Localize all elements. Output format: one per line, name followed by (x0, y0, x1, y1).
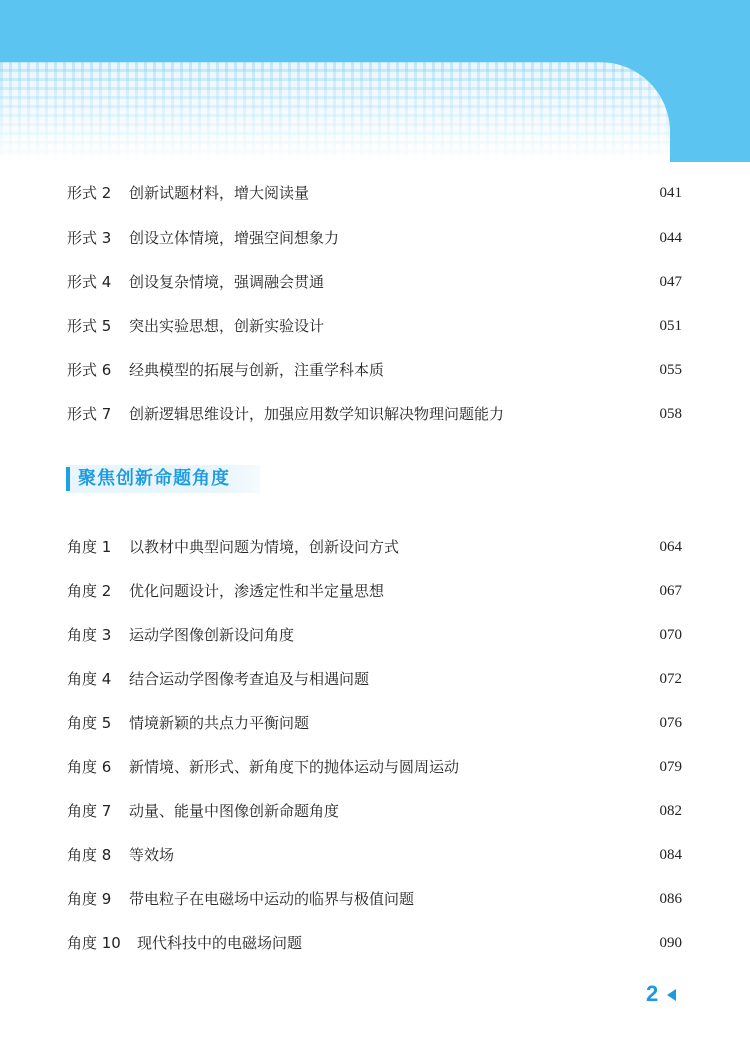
toc-label: 角度 10 (67, 934, 121, 952)
page-number: 2 (646, 981, 659, 1006)
toc-title: 情境新颖的共点力平衡问题 (129, 714, 310, 732)
toc-page-number: 067 (659, 583, 682, 599)
toc-row-angle-4[interactable] (0, 667, 750, 691)
toc-page-number: 051 (659, 318, 682, 334)
toc-page-number: 086 (659, 891, 682, 907)
toc-title: 创设立体情境，增强空间想象力 (129, 229, 340, 247)
toc-title: 突出实验思想，创新实验设计 (129, 317, 325, 335)
toc-row-angle-5[interactable] (0, 711, 750, 735)
toc-label: 形式 3 (67, 229, 112, 247)
toc-page-number: 070 (659, 627, 682, 643)
toc-page-number: 076 (659, 715, 682, 731)
toc-row-angle-9[interactable] (0, 887, 750, 911)
toc-title: 以教材中典型问题为情境，创新设问方式 (129, 538, 400, 556)
toc-label: 角度 6 (67, 758, 112, 776)
toc-row-form-7[interactable] (0, 402, 750, 426)
toc-label: 角度 3 (67, 626, 112, 644)
toc-title: 等效场 (129, 846, 175, 864)
toc-row-angle-8[interactable] (0, 843, 750, 867)
toc-label: 角度 5 (67, 714, 112, 732)
toc-label: 形式 4 (67, 273, 112, 291)
toc-label: 形式 6 (67, 361, 112, 379)
toc-row-angle-7[interactable] (0, 799, 750, 823)
toc-row-angle-6[interactable] (0, 755, 750, 779)
left-triangle-icon (667, 989, 676, 1001)
toc-label: 形式 5 (67, 317, 112, 335)
toc-label: 形式 7 (67, 405, 112, 423)
toc-page-number: 041 (659, 185, 682, 201)
toc-title: 动量、能量中图像创新命题角度 (129, 802, 340, 820)
toc-page-number: 064 (659, 539, 682, 555)
toc-label: 角度 8 (67, 846, 112, 864)
toc-title: 优化问题设计，渗透定性和半定量思想 (129, 582, 385, 600)
toc-page-number: 055 (659, 362, 682, 378)
toc-page-number: 084 (659, 847, 682, 863)
toc-label: 角度 2 (67, 582, 112, 600)
toc-row-angle-2[interactable] (0, 579, 750, 603)
toc-row-form-5[interactable] (0, 314, 750, 338)
toc-label: 角度 9 (67, 890, 112, 908)
toc-label: 角度 7 (67, 802, 112, 820)
toc-page-number: 044 (659, 230, 682, 246)
toc-title: 创设复杂情境，强调融会贯通 (129, 273, 325, 291)
toc-title: 现代科技中的电磁场问题 (137, 934, 303, 952)
toc-page-number: 047 (659, 274, 682, 290)
toc-row-form-6[interactable] (0, 358, 750, 382)
content-area (0, 162, 750, 1044)
section-accent-bar (66, 467, 70, 491)
toc-row-form-2[interactable] (0, 181, 750, 205)
section-heading (66, 465, 260, 493)
toc-page-number: 079 (659, 759, 682, 775)
toc-row-form-4[interactable] (0, 270, 750, 294)
toc-row-angle-3[interactable] (0, 623, 750, 647)
toc-title: 经典模型的拓展与创新，注重学科本质 (129, 361, 385, 379)
toc-page-number: 090 (659, 935, 682, 951)
toc-label: 角度 4 (67, 670, 112, 688)
toc-page-number: 072 (659, 671, 682, 687)
toc-title: 带电粒子在电磁场中运动的临界与极值问题 (129, 890, 415, 908)
toc-title: 新情境、新形式、新角度下的抛体运动与圆周运动 (129, 758, 460, 776)
header-fade (0, 62, 670, 162)
toc-title: 运动学图像创新设问角度 (129, 626, 295, 644)
toc-label: 角度 1 (67, 538, 112, 556)
toc-row-angle-1[interactable] (0, 535, 750, 559)
toc-label: 形式 2 (67, 184, 112, 202)
toc-title: 创新试题材料，增大阅读量 (129, 184, 310, 202)
toc-title: 结合运动学图像考查追及与相遇问题 (129, 670, 370, 688)
toc-row-angle-10[interactable] (0, 931, 750, 955)
toc-page-number: 082 (659, 803, 682, 819)
toc-title: 创新逻辑思维设计，加强应用数学知识解决物理问题能力 (129, 405, 505, 423)
section-heading-text: 聚焦创新命题角度 (78, 468, 230, 489)
toc-page-number: 058 (659, 406, 682, 422)
toc-row-form-3[interactable] (0, 226, 750, 250)
